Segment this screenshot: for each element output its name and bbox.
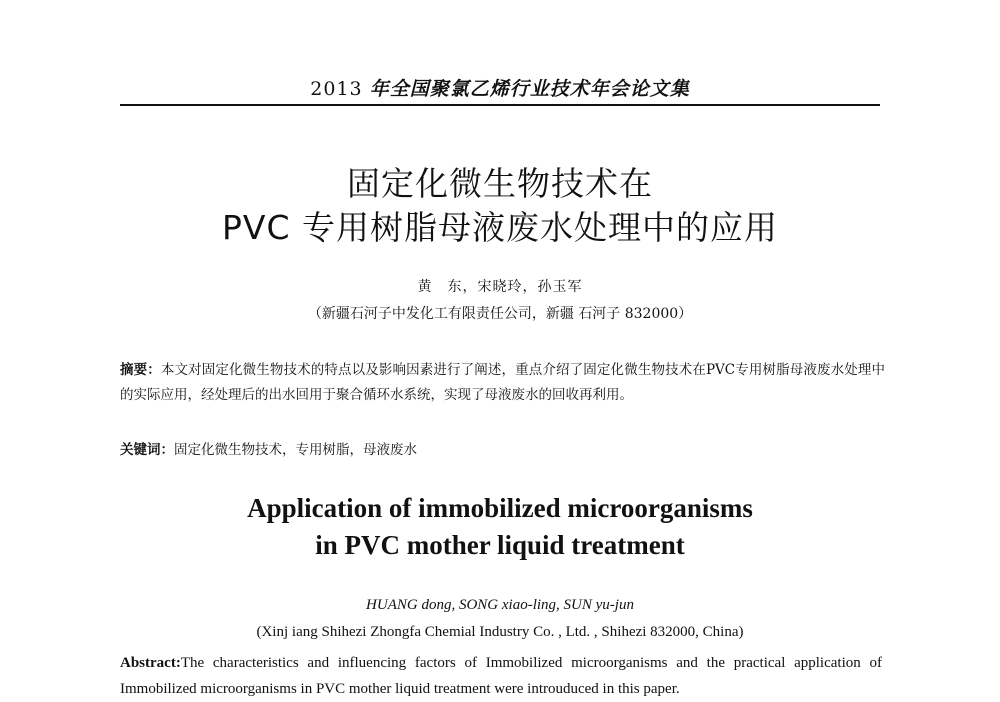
title-en-line1: Application of immobilized microorganisms: [247, 493, 753, 523]
running-header: [120, 74, 880, 101]
header-title: 年全国聚氯乙烯行业技术年会论文集: [369, 78, 690, 100]
title-cn-line2: PVC 专用树脂母液废水处理中的应用: [221, 208, 778, 247]
authors-cn: 黄 东，宋晓玲，孙玉军: [417, 279, 583, 295]
title-en-line2: in PVC mother liquid treatment: [315, 530, 685, 560]
keywords-cn: [120, 438, 885, 458]
header-year: 2013: [310, 78, 363, 100]
keywords-cn-label: 关键词：: [120, 442, 174, 458]
abstract-en: [120, 650, 882, 702]
title-cn-line1: 固定化微生物技术在: [347, 164, 653, 203]
abstract-en-text: The characteristics and influencing factors of Immobilized microorganisms and the practical application of Immobilized microorganisms in PVC mother liquid treatment were introuduced in this paper.: [120, 655, 882, 697]
keywords-cn-text: 固定化微生物技术，专用树脂，母液废水: [174, 442, 417, 458]
affiliation-cn: （新疆石河子中发化工有限责任公司，新疆 石河子 832000）: [307, 306, 693, 322]
affiliation-en: (Xinj iang Shihezi Zhongfa Chemial Industry Co. , Ltd. , Shihezi 832000, China): [256, 624, 744, 640]
abstract-en-label: Abstract:: [120, 655, 181, 671]
abstract-cn: [120, 358, 885, 408]
authors-en: HUANG dong, SONG xiao-ling, SUN yu-jun: [366, 597, 634, 613]
abstract-cn-text: 本文对固定化微生物技术的特点以及影响因素进行了阐述，重点介绍了固定化微生物技术在PVC专用树脂母液废水处理中的实际应用，经处理后的出水回用于聚合循环水系统，实现了母液废水的回收再利用。: [120, 362, 885, 403]
abstract-cn-label: 摘要：: [120, 362, 161, 378]
header-rule: [120, 104, 880, 106]
